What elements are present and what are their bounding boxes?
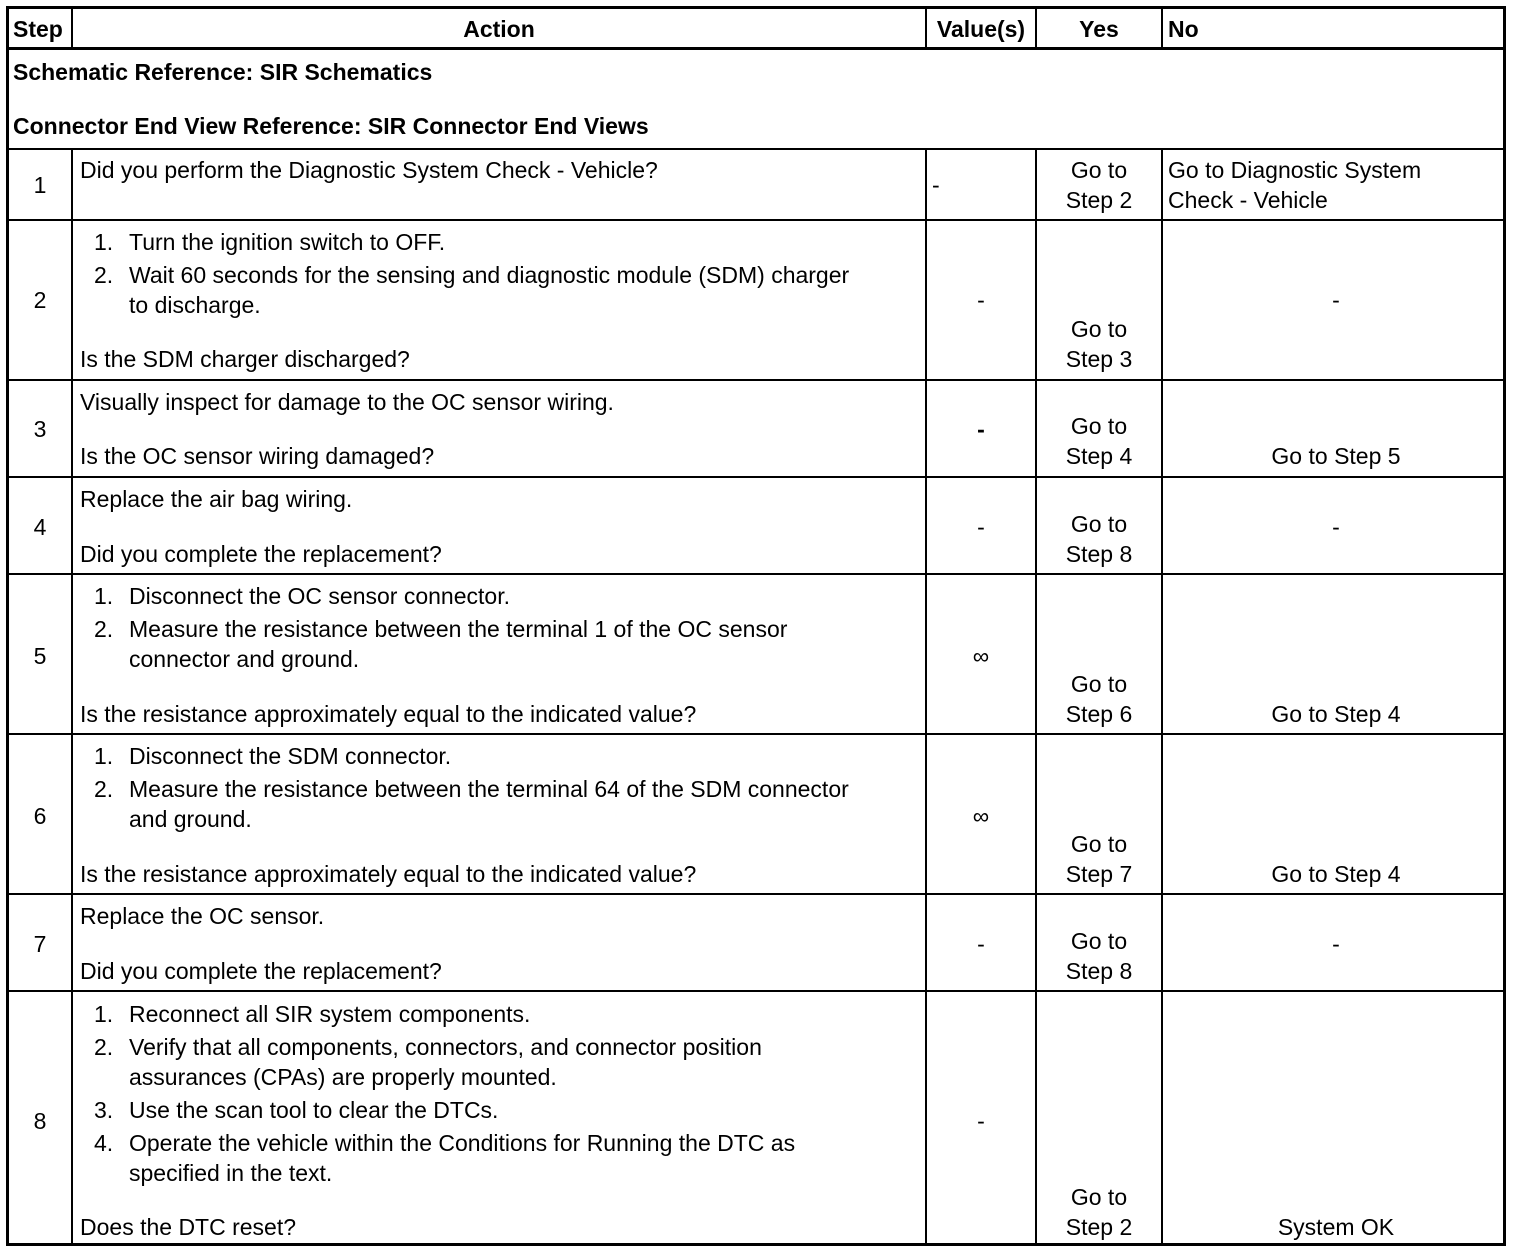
col-rule xyxy=(1161,9,1163,49)
no-text: - xyxy=(1332,931,1340,957)
action-steps xyxy=(80,999,795,1191)
step-number: 3 xyxy=(33,416,47,442)
action-step: 2. Measure the resistance between the terminal 64 of the SDM connector and ground. xyxy=(94,776,849,832)
col-rule xyxy=(71,148,73,1243)
step-number: 7 xyxy=(33,931,47,957)
action-step: 1. Disconnect the OC sensor connector. xyxy=(94,583,510,609)
yes-link[interactable]: Go to Step 3 xyxy=(1065,316,1133,372)
no-link[interactable]: Go to Step 5 xyxy=(1271,443,1401,469)
no-text: - xyxy=(1332,287,1340,313)
no-text: - xyxy=(1332,514,1340,540)
row-rule xyxy=(9,733,1503,735)
row-rule xyxy=(9,990,1503,992)
yes-link[interactable]: Go to Step 6 xyxy=(1065,671,1133,727)
yes-link[interactable]: Go to Step 2 xyxy=(1065,157,1133,213)
no-link[interactable]: Go to Diagnostic System Check - Vehicle xyxy=(1168,157,1422,213)
yes-link[interactable]: Go to Step 8 xyxy=(1065,928,1133,984)
action-steps xyxy=(80,741,849,837)
action-step: 3. Use the scan tool to clear the DTCs. xyxy=(94,1097,499,1123)
step-number: 8 xyxy=(33,1108,47,1134)
row-rule xyxy=(9,219,1503,221)
yes-link[interactable]: Go to Step 8 xyxy=(1065,511,1133,567)
value-text: ∞ xyxy=(972,643,990,669)
value-text: - xyxy=(977,287,985,313)
header-rule xyxy=(9,47,1503,50)
diagnostic-table xyxy=(6,6,1506,1246)
action-step: 1. Disconnect the SDM connector. xyxy=(94,743,452,769)
action-step: 4. Operate the vehicle within the Conditions for Running the DTC as specified in the text. xyxy=(94,1130,796,1186)
yes-link[interactable]: Go to Step 2 xyxy=(1065,1184,1133,1240)
no-link[interactable]: Go to Step 4 xyxy=(1271,861,1401,887)
row-rule xyxy=(9,476,1503,478)
value-text: - xyxy=(977,931,985,957)
step-number: 5 xyxy=(33,643,47,669)
value-text: - xyxy=(977,416,985,442)
connector-reference: Connector End View Reference: SIR Connector End Views xyxy=(13,113,649,139)
action-step: 1. Reconnect all SIR system components. xyxy=(94,1001,531,1027)
value-text: - xyxy=(932,172,940,198)
action-question: Is the SDM charger discharged? xyxy=(80,346,410,372)
action-step: 2. Wait 60 seconds for the sensing and diagnostic module (SDM) charger to discharge. xyxy=(94,262,850,318)
header-yes: Yes xyxy=(1079,16,1119,42)
header-action: Action xyxy=(463,16,535,42)
action-text: Replace the air bag wiring. xyxy=(80,486,353,512)
action-text: Did you perform the Diagnostic System Check - Vehicle? xyxy=(80,157,658,183)
action-question: Did you complete the replacement? xyxy=(80,541,442,567)
action-steps xyxy=(80,227,849,323)
action-question: Is the OC sensor wiring damaged? xyxy=(80,443,435,469)
action-text: Replace the OC sensor. xyxy=(80,903,325,929)
row-rule xyxy=(9,573,1503,575)
yes-link[interactable]: Go to Step 7 xyxy=(1065,831,1133,887)
value-text: ∞ xyxy=(972,803,990,829)
row-rule xyxy=(9,893,1503,895)
no-link[interactable]: Go to Step 4 xyxy=(1271,701,1401,727)
no-text: System OK xyxy=(1277,1214,1395,1240)
step-number: 4 xyxy=(33,514,47,540)
step-number: 2 xyxy=(33,287,47,313)
row-rule xyxy=(9,379,1503,381)
action-question: Did you complete the replacement? xyxy=(80,958,442,984)
header-no: No xyxy=(1168,16,1199,42)
yes-link[interactable]: Go to Step 4 xyxy=(1065,413,1133,469)
schematic-reference: Schematic Reference: SIR Schematics xyxy=(13,59,433,85)
header-values: Value(s) xyxy=(936,16,1026,42)
action-step: 2. Measure the resistance between the terminal 1 of the OC sensor connector and ground. xyxy=(94,616,788,672)
value-text: - xyxy=(977,1108,985,1134)
value-text: - xyxy=(977,514,985,540)
row-rule xyxy=(9,148,1503,150)
step-number: 1 xyxy=(33,172,47,198)
step-number: 6 xyxy=(33,803,47,829)
action-question: Is the resistance approximately equal to the indicated value? xyxy=(80,861,697,887)
action-text: Visually inspect for damage to the OC sensor wiring. xyxy=(80,389,614,415)
action-step: 2. Verify that all components, connectors, and connector position assurances (CPAs) are properly mounted. xyxy=(94,1034,762,1090)
action-question: Does the DTC reset? xyxy=(80,1214,297,1240)
action-question: Is the resistance approximately equal to the indicated value? xyxy=(80,701,697,727)
action-step: 1. Turn the ignition switch to OFF. xyxy=(94,229,446,255)
header-step: Step xyxy=(13,16,63,42)
action-steps xyxy=(80,581,787,677)
